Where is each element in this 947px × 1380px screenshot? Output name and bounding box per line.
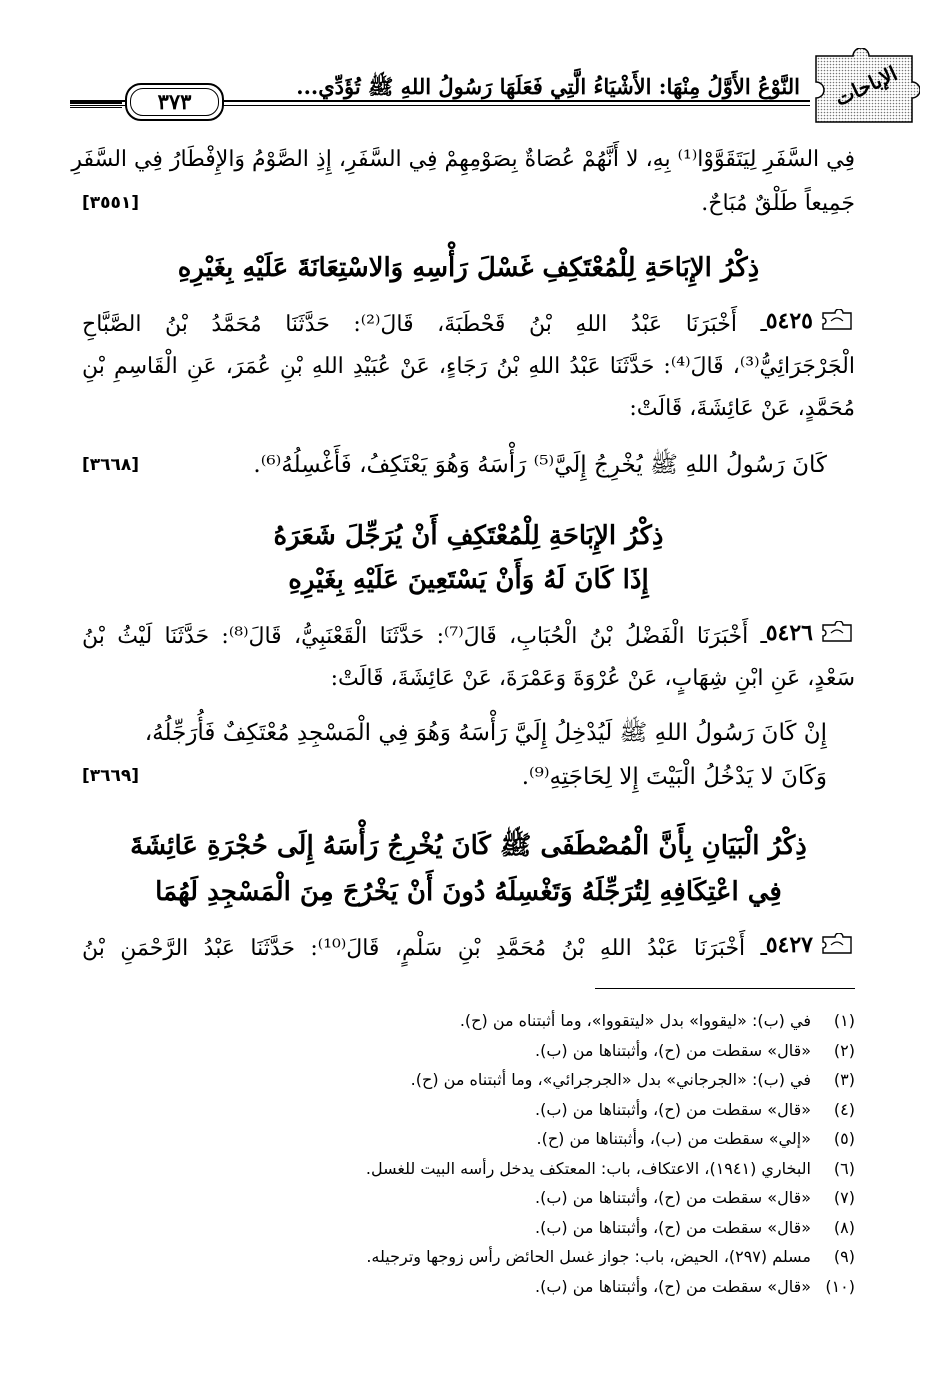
running-title: النَّوْعُ الأَوَّلُ مِنْهَا: الأَشْيَاءُ الَّتِي فَعَلَهَا رَسُولُ اللهِ ﷺ تُؤَدِّي... xyxy=(296,74,800,99)
footnote-item xyxy=(366,1156,855,1182)
footnote-text: «قال» سقطت من (ح)، وأثبتناها من (ب). xyxy=(535,1040,811,1060)
footnote-text: البخاري (١٩٤١)، الاعتكاف، باب: المعتكف يدخل رأسه البيت للغسل. xyxy=(365,1158,811,1178)
footnote-number: (٧) xyxy=(833,1188,855,1207)
hadith-number-line xyxy=(766,620,855,646)
section-heading: ذِكْرُ الإِبَاحَةِ لِلْمُعْتَكِفِ غَسْلَ رَأْسِهِ وَالاسْتِعَانَةَ عَلَيْهِ بِغَيْرِهِ xyxy=(177,253,760,283)
page-number-rule-left-thin xyxy=(70,107,122,108)
hadith-marker-icon xyxy=(819,933,855,957)
footnote-text: «إلي» سقطت من (ب)، وأثبتناها من (ح). xyxy=(536,1129,811,1148)
footnote-text: «قال» سقطت من (ح)، وأثبتناها من (ب). xyxy=(535,1188,811,1207)
section-heading: ذِكْرُ الْبَيَانِ بِأَنَّ الْمُصْطَفَى ﷺ كَانَ يُخْرِجُ رَأْسَهُ إِلَى حُجْرَةِ عَائِشَةَ xyxy=(130,831,807,861)
section-heading: فِي اعْتِكَافِهِ لِتُرَجِّلَهُ وَتَغْسِلَهُ دُونَ أَنْ يَخْرُجَ مِنَ الْمَسْجِدِ لَهُمَا xyxy=(155,877,782,907)
hadith-text: وَكَانَ لا يَدْخُلُ الْبَيْتَ إِلا لِحَاجَتِهِ⁽⁹⁾. xyxy=(521,764,827,790)
hadith-text: إِنْ كَانَ رَسُولُ اللهِ ﷺ لَيُدْخِلُ إِلَيَّ رَأْسَهُ وَهُوَ فِي الْمَسْجِدِ مُعْتَكِفٌ فَأُرَجِّلُهُ، xyxy=(144,720,827,746)
paragraph-line: فِي السَّفَرِ لِيَتَقَوَّوْا⁽¹⁾ بِهِ، لا أَنَّهُمْ عُصَاةٌ بِصَوْمِهِمْ فِي السَّفَرِ، إِذِ الصَّوْمُ وَالإِفْطَارُ فِي السَّفَرِ xyxy=(71,147,855,172)
footnote-item xyxy=(366,1244,855,1270)
page-number: ٣٧٣ xyxy=(125,83,224,121)
footnote-item xyxy=(537,1126,856,1152)
footnote-item xyxy=(535,1097,855,1123)
footnote-number: (٩) xyxy=(833,1247,855,1266)
hadith-text: كَانَ رَسُولُ اللهِ ﷺ يُخْرِجُ إِلَيَّ⁽⁵⁾ رَأْسَهُ وَهُوَ يَعْتَكِفُ، فَأَغْسِلُهُ⁽⁶⁾. xyxy=(253,452,827,478)
emblem-label: الإباحات xyxy=(831,61,901,111)
section-emblem xyxy=(808,48,920,128)
section-heading: إِذَا كَانَ لَهُ وَأَنْ يَسْتَعِينَ عَلَيْهِ بِغَيْرِهِ xyxy=(288,565,649,595)
isnad-line: ـ أَخْبَرَنَا الْفَضْلُ بْنُ الْحُبَابِ، قَالَ⁽⁷⁾: حَدَّثَنَا الْقَعْنَبِيُّ، قَالَ⁽⁸⁾: حَدَّثَنَا لَيْثُ بْنُ xyxy=(82,624,767,649)
footnote-number: (١) xyxy=(833,1011,855,1030)
isnad-line: سَعْدٍ، عَنِ ابْنِ شِهَابٍ، عَنْ عُرْوَةَ وَعَمْرَةَ، عَنْ عَائِشَةَ، قَالَتْ: xyxy=(330,666,855,691)
hadith-number: ٥٤٢٥ xyxy=(765,308,813,334)
footnote-item xyxy=(535,1038,855,1064)
isnad-line: ـ أَخْبَرَنَا عَبْدُ اللهِ بْنُ قَحْطَبَةَ، قَالَ⁽²⁾: حَدَّثَنَا مُحَمَّدُ بْنُ الصَّبَّاحِ xyxy=(82,312,768,337)
page-number-rule-left xyxy=(70,102,122,104)
reference-number: [٣٦٦٩] xyxy=(82,766,140,786)
section-heading: ذِكْرُ الإِبَاحَةِ لِلْمُعْتَكِفِ أَنْ يُرَجِّلَ شَعَرَهُ xyxy=(273,521,664,551)
footnote-number: (٥) xyxy=(833,1129,855,1148)
footnote-number: (٣) xyxy=(833,1070,855,1089)
footnote-number: (٤) xyxy=(833,1099,855,1119)
footnote-number: (٢) xyxy=(833,1040,855,1060)
hadith-number: ٥٤٢٦ xyxy=(765,620,813,646)
hadith-marker-icon xyxy=(819,621,855,645)
footnote-number: (٨) xyxy=(833,1217,855,1237)
footnote-text: مسلم (٢٩٧)، الحيض، باب: جواز غسل الحائض رأس زوجها وترجيله. xyxy=(366,1247,811,1266)
footnote-text: في (ب): «ليقووا» بدل «ليتقووا»، وما أثبتناه من (ح). xyxy=(459,1011,811,1030)
footnote-separator xyxy=(595,988,855,989)
isnad-line: ـ أَخْبَرَنَا عَبْدُ اللهِ بْنُ مُحَمَّدِ بْنِ سَلْمٍ، قَالَ⁽¹⁰⁾: حَدَّثَنَا عَبْدُ الرَّحْمَنِ بْنُ xyxy=(82,936,767,961)
footnote-number: (١٠) xyxy=(825,1276,855,1296)
footnote-text: «قال» سقطت من (ح)، وأثبتناها من (ب). xyxy=(535,1217,811,1237)
footnote-text: «قال» سقطت من (ح)، وأثبتناها من (ب). xyxy=(535,1099,811,1119)
footnote-text: في (ب): «الجرجاني» بدل «الجرجرائي»، وما أثبتناه من (ح). xyxy=(410,1070,811,1089)
footnote-item xyxy=(411,1067,855,1093)
footnote-item xyxy=(535,1185,855,1211)
hadith-number-line xyxy=(766,932,855,958)
footnote-item xyxy=(535,1215,855,1241)
page-header xyxy=(70,48,930,148)
hadith-number: ٥٤٢٧ xyxy=(765,932,813,958)
reference-number: [٣٥٥١] xyxy=(82,193,140,213)
isnad-line: الْجَرْجَرَائِيُّ⁽³⁾، قَالَ⁽⁴⁾: حَدَّثَنَا عَبْدُ اللهِ بْنُ رَجَاءٍ، عَنْ عُبَيْدِ اللهِ بْنِ عُمَرَ، عَنِ الْقَاسِمِ بْنِ xyxy=(82,354,855,379)
reference-number: [٣٦٦٨] xyxy=(82,455,140,475)
hadith-number-line xyxy=(766,308,855,334)
footnote-text: «قال» سقطت من (ح)، وأثبتناها من (ب). xyxy=(535,1276,811,1296)
paragraph-line: جَمِيعاً طَلْقٌ مُبَاحٌ. xyxy=(701,191,855,216)
footnote-item xyxy=(460,1008,855,1034)
isnad-line: مُحَمَّدٍ، عَنْ عَائِشَةَ، قَالَتْ: xyxy=(629,396,855,421)
footnote-item xyxy=(535,1274,855,1300)
hadith-marker-icon xyxy=(819,309,855,333)
footnote-number: (٦) xyxy=(833,1158,855,1178)
